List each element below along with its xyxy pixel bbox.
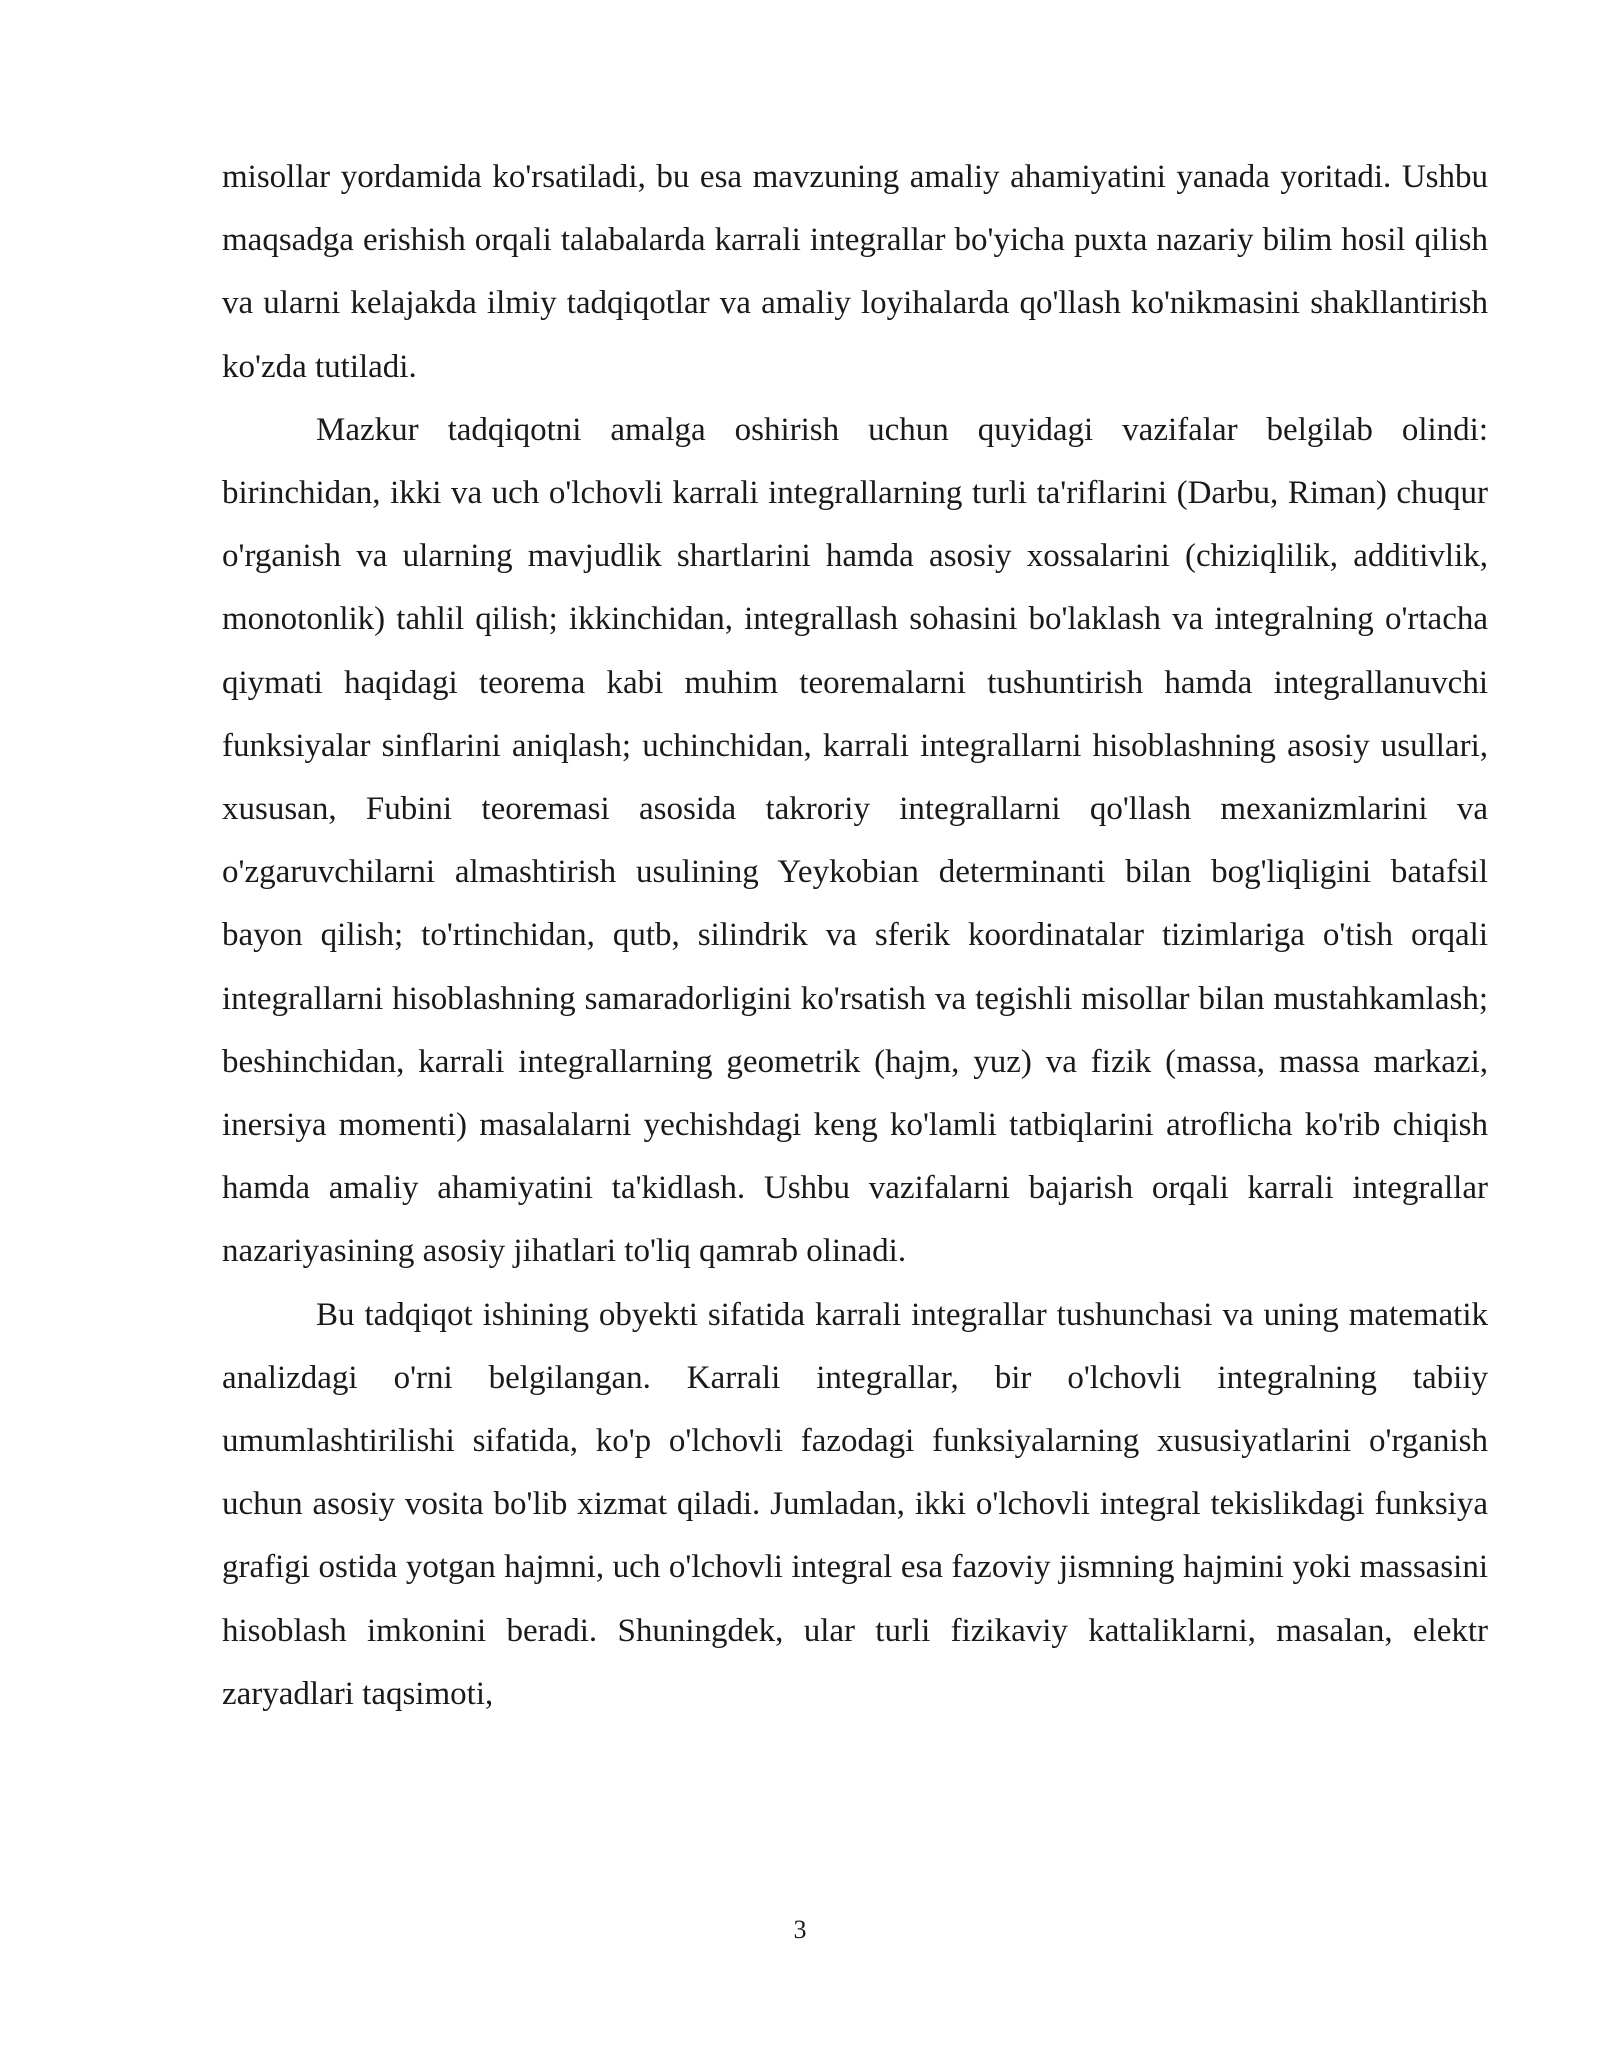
paragraph-tasks: Mazkur tadqiqotni amalga oshirish uchun quyidagi vazifalar belgilab olindi: birinchidan, ikki va uch o'lchovli karrali integrallarning turli ta'riflarini (Darbu, Riman) chuqur o'rganish va ularning mavjudlik shartlarini hamda asosiy xossalarini (chiziqlilik, additivlik, monotonlik) tahlil qilish; ikkinchidan, integrallash sohasini bo'laklash va integralning o'rtacha qiymati haqidagi teorema kabi muhim teoremalarni tushuntirish hamda integrallanuvchi funksiyalar sinflarini aniqlash; uchinchidan, karrali integrallarni hisoblashning asosiy usullari, xususan, Fubini teoremasi asosida takroriy integrallarni qo'llash mexanizmlarini va o'zgaruvchilarni almashtirish usulining Yeykobian determinanti bilan bog'liqligini batafsil bayon qilish; to'rtinchidan, qutb, silindrik va sferik koordinatalar tizimlariga o'tish orqali integrallarni hisoblashning samaradorligini ko'rsatish va tegishli misollar bilan mustahkamlash; beshinchidan, karrali integrallarning geometrik (hajm, yuz) va fizik (massa, massa markazi, inersiya momenti) masalalarni yechishdagi keng ko'lamli tatbiqlarini atroflicha ko'rib chiqish hamda amaliy ahamiyatini ta'kidlash. Ushbu vazifalarni bajarish orqali karrali integrallar nazariyasining asosiy jihatlari to'liq qamrab olinadi. <box>222 411 1488 1270</box>
paragraph-continuation: misollar yordamida ko'rsatiladi, bu esa mavzuning amaliy ahamiyatini yanada yoritadi. Ushbu maqsadga erishish orqali talabalarda karrali integrallar bo'yicha puxta nazariy bilim hosil qilish va ularni kelajakda ilmiy tadqiqotlar va amaliy loyihalarda qo'llash ko'nikmasini shakllantirish ko'zda tutiladi. <box>222 159 1488 385</box>
paragraph-object: Bu tadqiqot ishining obyekti sifatida karrali integrallar tushunchasi va uning matematik analizdagi o'rni belgilangan. Karrali integrallar, bir o'lchovli integralning tabiiy umumlashtirilishi sifatida, ko'p o'lchovli fazodagi funksiyalarning xususiyatlarini o'rganish uchun asosiy vosita bo'lib xizmat qiladi. Jumladan, ikki o'lchovli integral tekislikdagi funksiya grafigi ostida yotgan hajmni, uch o'lchovli integral esa fazoviy jismning hajmini yoki massasini hisoblash imkonini beradi. Shuningdek, ular turli fizikaviy kattaliklarni, masalan, elektr zaryadlari taqsimoti, <box>222 1296 1488 1712</box>
page-number: 3 <box>793 1915 807 1944</box>
body-text <box>222 146 1488 1726</box>
